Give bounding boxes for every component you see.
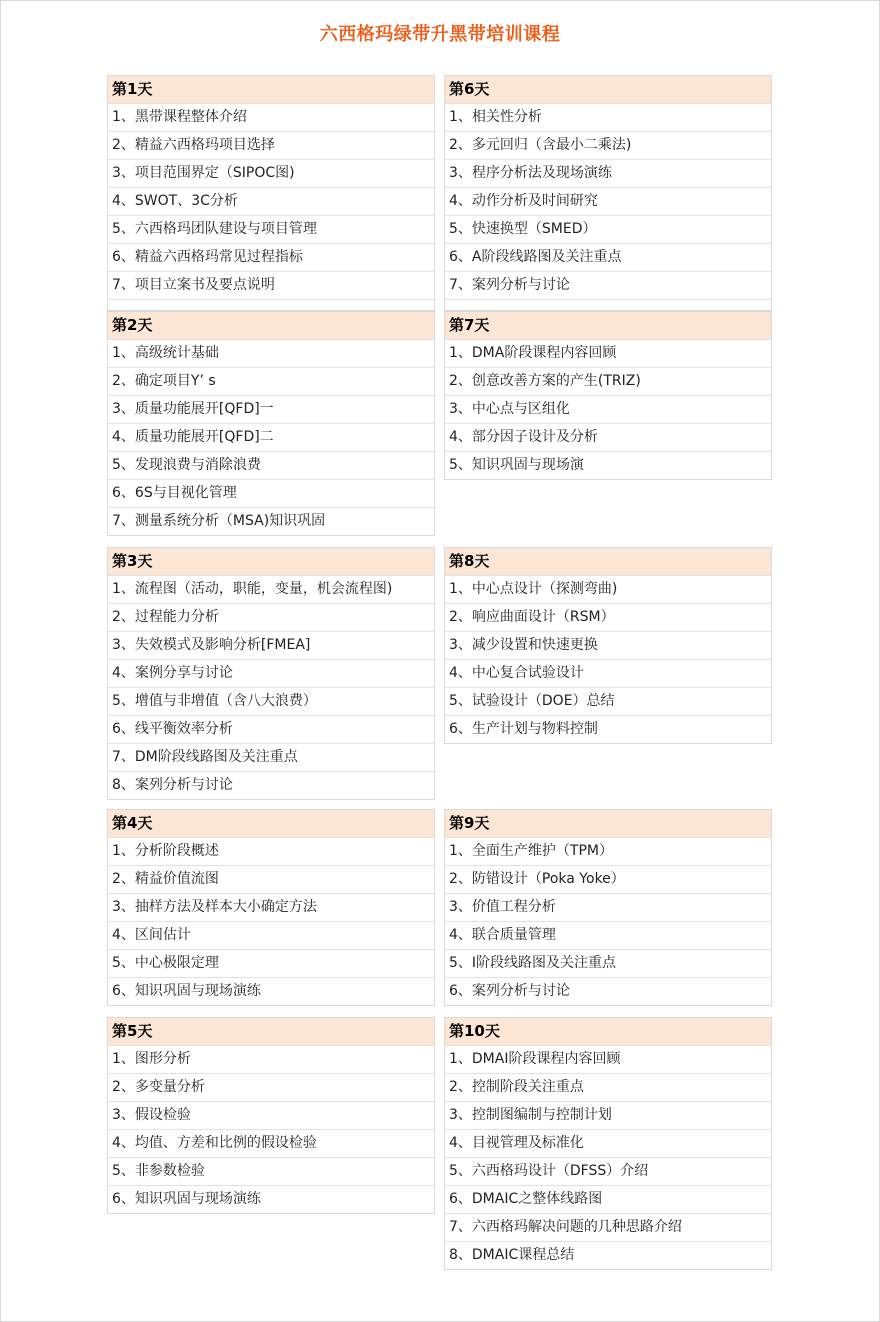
course-item: 1、全面生产维护（TPM） [445, 838, 771, 866]
course-item: 4、目视管理及标准化 [445, 1130, 771, 1158]
course-item: 7、DM阶段线路图及关注重点 [108, 744, 434, 772]
course-item: 5、六西格玛团队建设与项目管理 [108, 216, 434, 244]
course-item: 3、质量功能展开[QFD]一 [108, 396, 434, 424]
course-item: 4、部分因子设计及分析 [445, 424, 771, 452]
course-item: 1、图形分析 [108, 1046, 434, 1074]
day-heading: 第2天 [108, 312, 434, 340]
course-item: 8、DMAIC课程总结 [449, 1247, 575, 1263]
course-item: 8、案列分析与讨论 [112, 777, 233, 793]
course-item: 5、中心极限定理 [108, 950, 434, 978]
course-item: 2、精益价值流图 [108, 866, 434, 894]
course-item: 5、六西格玛设计（DFSS）介绍 [445, 1158, 771, 1186]
course-item: 4、动作分析及时间研究 [445, 188, 771, 216]
course-item: 5、增值与非增值（含八大浪费） [108, 688, 434, 716]
course-item: 6、生产计划与物料控制 [449, 721, 598, 737]
table-spacer [108, 300, 434, 310]
course-item: 4、质量功能展开[QFD]二 [108, 424, 434, 452]
course-item: 4、均值、方差和比例的假设检验 [108, 1130, 434, 1158]
day-heading: 第5天 [108, 1018, 434, 1046]
day-table [107, 75, 435, 311]
course-item: 3、假设检验 [108, 1102, 434, 1130]
day-table [444, 1017, 772, 1270]
table-spacer [445, 300, 771, 310]
day-heading: 第7天 [445, 312, 771, 340]
course-item: 5、快速换型（SMED） [445, 216, 771, 244]
course-item: 5、发现浪费与消除浪费 [108, 452, 434, 480]
course-item: 5、非参数检验 [108, 1158, 434, 1186]
course-item: 2、响应曲面设计（RSM） [445, 604, 771, 632]
course-item: 2、多元回归（含最小二乘法) [445, 132, 771, 160]
day-heading: 第8天 [445, 548, 771, 576]
course-item: 1、黑带课程整体介绍 [108, 104, 434, 132]
course-item: 1、DMAI阶段课程内容回顾 [445, 1046, 771, 1074]
course-item: 1、相关性分析 [445, 104, 771, 132]
course-item: 1、分析阶段概述 [108, 838, 434, 866]
day-table [444, 75, 772, 311]
course-item: 7、案列分析与讨论 [445, 272, 771, 300]
course-item: 4、案例分享与讨论 [108, 660, 434, 688]
course-item: 3、价值工程分析 [445, 894, 771, 922]
course-item: 6、A阶段线路图及关注重点 [445, 244, 771, 272]
day-heading: 第4天 [108, 810, 434, 838]
course-item: 4、中心复合试验设计 [445, 660, 771, 688]
course-item: 6、精益六西格玛常见过程指标 [108, 244, 434, 272]
course-item: 1、流程图（活动，职能，变量，机会流程图) [108, 576, 434, 604]
day-heading: 第3天 [108, 548, 434, 576]
course-item: 4、SWOT、3C分析 [108, 188, 434, 216]
course-item: 2、精益六西格玛项目选择 [108, 132, 434, 160]
course-item: 3、失效模式及影响分析[FMEA] [108, 632, 434, 660]
day-heading: 第1天 [108, 76, 434, 104]
day-table [107, 311, 435, 536]
course-item: 2、创意改善方案的产生(TRIZ) [445, 368, 771, 396]
course-item: 3、中心点与区组化 [445, 396, 771, 424]
course-item: 5、知识巩固与现场演 [449, 457, 584, 473]
course-item: 5、I阶段线路图及关注重点 [445, 950, 771, 978]
course-item: 1、中心点设计（探测弯曲) [445, 576, 771, 604]
course-item: 7、六西格玛解决问题的几种思路介绍 [445, 1214, 771, 1242]
day-heading: 第10天 [445, 1018, 771, 1046]
day-table [444, 311, 772, 480]
course-item: 6、6S与目视化管理 [108, 480, 434, 508]
course-item: 2、过程能力分析 [108, 604, 434, 632]
course-item: 4、区间估计 [108, 922, 434, 950]
course-item: 3、减少设置和快速更换 [445, 632, 771, 660]
course-item: 3、控制图编制与控制计划 [445, 1102, 771, 1130]
day-heading: 第6天 [445, 76, 771, 104]
course-item: 7、项目立案书及要点说明 [108, 272, 434, 300]
day-table [107, 1017, 435, 1214]
course-item: 2、控制阶段关注重点 [445, 1074, 771, 1102]
course-item: 3、项目范围界定（SIPOC图) [108, 160, 434, 188]
course-item: 6、案列分析与讨论 [449, 983, 570, 999]
course-item: 6、线平衡效率分析 [108, 716, 434, 744]
course-item: 2、防错设计（Poka Yoke） [445, 866, 771, 894]
course-item: 6、知识巩固与现场演练 [112, 983, 261, 999]
day-table [107, 809, 435, 1006]
course-item: 7、测量系统分析（MSA)知识巩固 [112, 513, 326, 529]
course-item: 2、确定项目Y’ s [108, 368, 434, 396]
course-item: 5、试验设计（DOE）总结 [445, 688, 771, 716]
course-item: 1、高级统计基础 [108, 340, 434, 368]
course-item: 6、DMAIC之整体线路图 [445, 1186, 771, 1214]
day-heading: 第9天 [445, 810, 771, 838]
day-table [107, 547, 435, 800]
course-item: 3、程序分析法及现场演练 [445, 160, 771, 188]
course-item: 1、DMA阶段课程内容回顾 [445, 340, 771, 368]
day-table [444, 809, 772, 1006]
course-item: 3、抽样方法及样本大小确定方法 [108, 894, 434, 922]
page-title: 六西格玛绿带升黑带培训课程 [319, 24, 561, 45]
course-item: 2、多变量分析 [108, 1074, 434, 1102]
course-item: 4、联合质量管理 [445, 922, 771, 950]
day-table [444, 547, 772, 744]
course-item: 6、知识巩固与现场演练 [112, 1191, 261, 1207]
